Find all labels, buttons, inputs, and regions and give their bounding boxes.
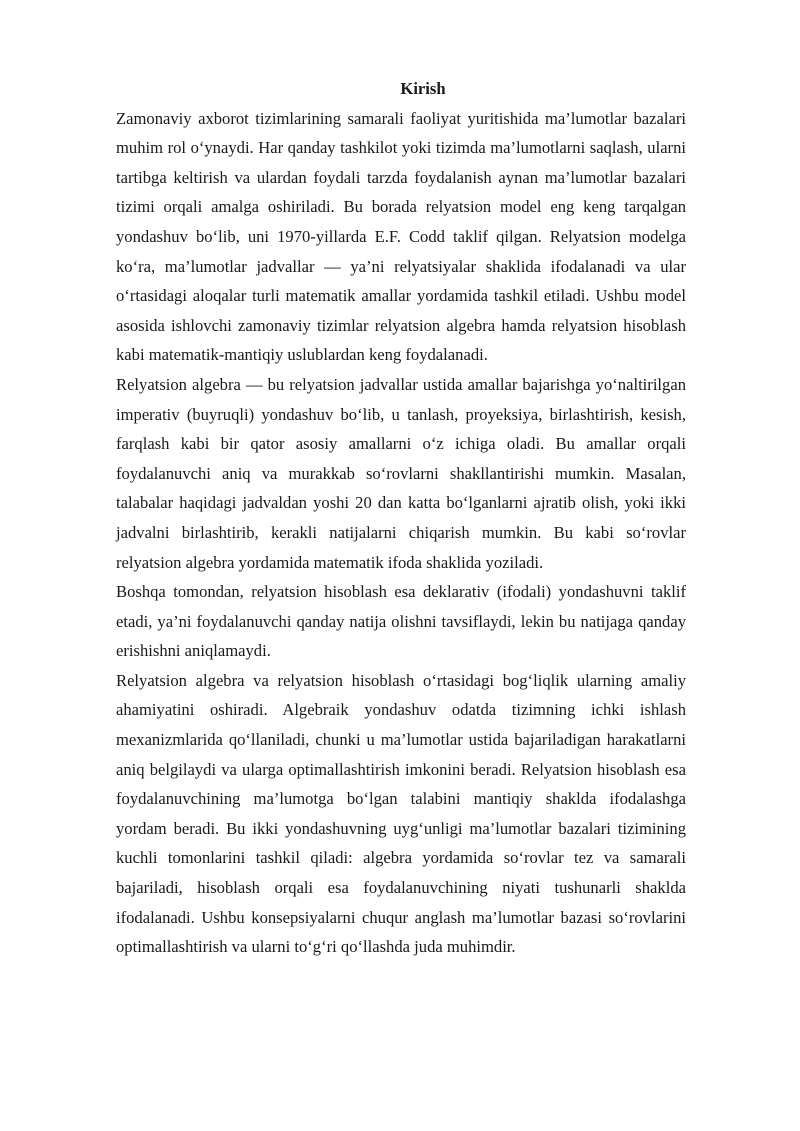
paragraph-relationship: Relyatsion algebra va relyatsion hisoblash o‘rtasidagi bog‘liqlik ularning amaliy ahamiyatini oshiradi. Algebraik yondashuv odatda tizimning ichki ishlash mexanizmlarida qo‘llaniladi, chunki u ma’lumotlar ustida bajariladigan harakatlarni aniq belgilaydi va ularga optimallashtirish imkonini beradi. Relyatsion hisoblash esa foydalanuvchining ma’lumotga bo‘lgan talabini mantiqiy shaklda ifodalashga yordam beradi. Bu ikki yondashuvning uyg‘unligi ma’lumotlar bazalari tizimining kuchli tomonlarini tashkil qiladi: algebra yordamida so‘rovlar tez va samarali bajariladi, hisoblash orqali esa foydalanuvchining niyati tushunarli shaklda ifodalanadi. Ushbu konsepsiyalarni chuqur anglash ma’lumotlar bazasi so‘rovlarini optimallashtirish va ularni to‘g‘ri qo‘llashda juda muhimdir.	[116, 670, 686, 957]
paragraph-relational-algebra: Relyatsion algebra — bu relyatsion jadvallar ustida amallar bajarishga yo‘naltirilgan imperativ (buyruqli) yondashuv bo‘lib, u tanlash, proyeksiya, birlashtirish, kesish, farqlash kabi bir qator asosiy amallarni o‘z ichiga oladi. Bu amallar orqali foydalanuvchi aniq va murakkab so‘rovlarni shakllantirishi mumkin. Masalan, talabalar haqidagi jadvaldan yoshi 20 dan katta bo‘lganlarni ajratib olish, yoki ikki jadvalni birlashtirib, kerakli natijalarni chiqarish mumkin. Bu kabi so‘rovlar relyatsion algebra yordamida matematik ifoda shaklida yoziladi.	[116, 374, 686, 572]
document-body	[116, 74, 686, 962]
page-title: Kirish	[400, 79, 446, 98]
paragraph-relational-calculus: Boshqa tomondan, relyatsion hisoblash esa deklarativ (ifodali) yondashuvni taklif etadi, ya’ni foydalanuvchi qanday natija olishni tavsiflaydi, lekin bu natijaga qanday erishishni aniqlamaydi.	[116, 582, 686, 661]
paragraph-intro: Zamonaviy axborot tizimlarining samarali faoliyat yuritishida ma’lumotlar bazalari muhim rol o‘ynaydi. Har qanday tashkilot yoki tizimda ma’lumotlarni saqlash, ularni tartibga keltirish va ulardan foydali tarzda foydalanish aynan ma’lumotlar bazalari tizimi orqali amalga oshiriladi. Bu borada relyatsion model eng keng tarqalgan yondashuv bo‘lib, uni 1970-yillarda E.F. Codd taklif qilgan. Relyatsion modelga ko‘ra, ma’lumotlar jadvallar — ya’ni relyatsiyalar shaklida ifodalanadi va ular o‘rtasidagi aloqalar turli matematik amallar yordamida tashkil etiladi. Ushbu model asosida ishlovchi zamonaviy tizimlar relyatsion algebra hamda relyatsion hisoblash kabi matematik-mantiqiy uslublardan keng foydalanadi.	[116, 108, 686, 365]
